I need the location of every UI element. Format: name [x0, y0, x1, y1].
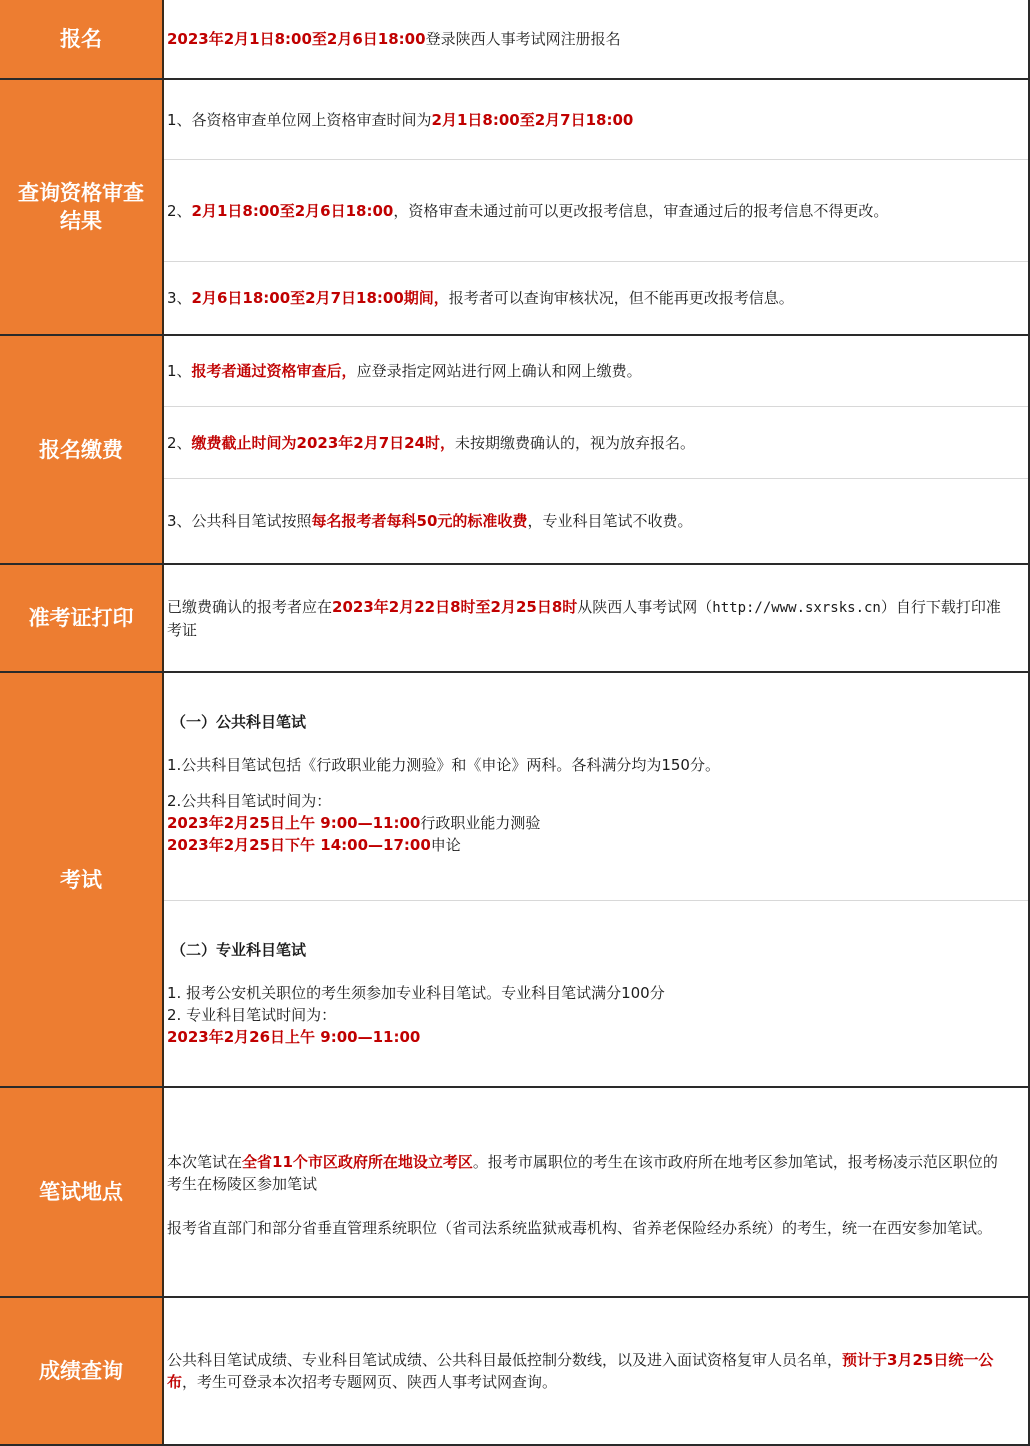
row-label-payment: 报名缴费: [0, 336, 164, 563]
section-heading: （二）专业科目笔试: [171, 941, 307, 959]
highlight-text: 2月6日18:00至2月7日18:00期间，: [191, 289, 449, 307]
exam-time-line: [167, 812, 1010, 834]
registration-item: [164, 0, 1028, 78]
row-qualification-review: [0, 80, 1030, 336]
exam-time-line: [167, 834, 1010, 856]
body-text: 已缴费确认的报考者应在: [167, 597, 333, 616]
body-text: ，专业科目笔试不收费。: [527, 512, 693, 530]
body-text: 1、: [167, 362, 192, 380]
section-line: 1. 报考公安机关职位的考生须参加专业科目笔试。专业科目笔试满分100分: [167, 984, 665, 1002]
row-content-payment: [164, 336, 1030, 563]
highlight-text: 每名报考者每科50元的标准收费: [311, 512, 528, 530]
row-content-exam-location: [164, 1088, 1030, 1296]
row-payment: [0, 336, 1030, 565]
website-link[interactable]: http://www.sxrsks.cn: [712, 599, 881, 616]
location-paragraph-2: 报考省直部门和部分省垂直管理系统职位（省司法系统监狱戒毒机构、省养老保险经办系统）的考生，统一在西安参加笔试。: [167, 1219, 993, 1237]
highlight-text: 2月1日8:00至2月6日18:00: [191, 201, 394, 220]
row-content-score-inquiry: [164, 1298, 1030, 1444]
row-content-qualification-review: [164, 80, 1030, 334]
row-admission-ticket: [0, 565, 1030, 673]
payment-item-3: [164, 479, 1028, 563]
score-item: [164, 1298, 1028, 1444]
row-label-exam: 考试: [0, 673, 164, 1086]
highlight-text: 2023年2月1日8:00至2月6日18:00: [167, 30, 426, 48]
admission-item: [164, 565, 1028, 671]
body-text: 行政职业能力测验: [420, 814, 541, 832]
highlight-text: 2023年2月25日上午 9:00—11:00: [167, 814, 421, 832]
body-text: 公共科目笔试成绩、专业科目笔试成绩、公共科目最低控制分数线，以及进入面试资格复审人员名单，: [167, 1351, 843, 1369]
body-text: ）自行下载打印准考证: [167, 597, 1001, 639]
highlight-text: 2023年2月25日下午 14:00—17:00: [167, 836, 431, 854]
review-item-2: [164, 160, 1028, 262]
body-text: 2、: [167, 201, 192, 220]
highlight-text: 2023年2月26日上午 9:00—11:00: [167, 1028, 421, 1046]
review-item-3: [164, 262, 1028, 334]
row-label-exam-location: 笔试地点: [0, 1088, 164, 1296]
body-text: 。报考市属职位的考生在该市政府所在地考区参加笔试，报考杨凌示范区职位的考生在杨陵区参加笔试: [167, 1153, 998, 1193]
row-content-exam: [164, 673, 1030, 1086]
section-line: 2.公共科目笔试时间为：: [167, 792, 332, 810]
review-item-1: [164, 80, 1028, 160]
row-registration: [0, 0, 1030, 80]
row-label-registration: 报名: [0, 0, 164, 78]
highlight-text: 预计于3月25日统一公布: [167, 1351, 994, 1391]
exam-professional-section: [164, 901, 1028, 1086]
highlight-text: 报考者通过资格审查后，: [191, 362, 357, 380]
row-content-admission-ticket: [164, 565, 1030, 671]
body-text: ，考生可登录本次招考专题网页、陕西人事考试网查询。: [182, 1373, 558, 1391]
section-heading: （一）公共科目笔试: [171, 713, 307, 731]
section-line: 1.公共科目笔试包括《行政职业能力测验》和《申论》两科。各科满分均为150分。: [167, 756, 720, 774]
body-text: 3、: [167, 289, 192, 307]
body-text: 登录陕西人事考试网注册报名: [425, 30, 621, 48]
body-text: 3、公共科目笔试按照: [167, 512, 312, 530]
body-text: 1、各资格审查单位网上资格审查时间为: [167, 110, 432, 129]
row-content-registration: [164, 0, 1030, 78]
highlight-text: 2月1日8:00至2月7日18:00: [431, 110, 634, 129]
payment-item-2: [164, 407, 1028, 479]
location-paragraph-1: [167, 1151, 1010, 1195]
payment-item-1: [164, 336, 1028, 407]
exam-public-section: [164, 673, 1028, 901]
body-text: 申论: [430, 836, 461, 854]
body-text: 本次笔试在: [167, 1153, 243, 1171]
body-text: 未按期缴费确认的，视为放弃报名。: [455, 433, 696, 452]
highlight-text: 2023年2月22日8时至2月25日8时: [332, 597, 578, 616]
body-text: ，资格审查未通过前可以更改报考信息，审查通过后的报考信息不得更改。: [393, 201, 889, 220]
body-text: 从陕西人事考试网（: [577, 597, 713, 616]
body-text: 报考者可以查询审核状况，但不能再更改报考信息。: [448, 289, 794, 307]
highlight-text: 缴费截止时间为2023年2月7日24时，: [191, 433, 456, 452]
row-exam: [0, 673, 1030, 1088]
body-text: 应登录指定网站进行网上确认和网上缴费。: [356, 362, 642, 380]
highlight-text: 全省11个市区政府所在地设立考区: [242, 1153, 473, 1171]
body-text: 2、: [167, 433, 192, 452]
row-label-qualification-review: 查询资格审查结果: [0, 80, 164, 334]
exam-time-line: [167, 1026, 1010, 1048]
section-line: 2. 专业科目笔试时间为：: [167, 1006, 337, 1024]
row-label-admission-ticket: 准考证打印: [0, 565, 164, 671]
row-score-inquiry: [0, 1298, 1030, 1446]
row-label-score-inquiry: 成绩查询: [0, 1298, 164, 1444]
row-exam-location: [0, 1088, 1030, 1298]
